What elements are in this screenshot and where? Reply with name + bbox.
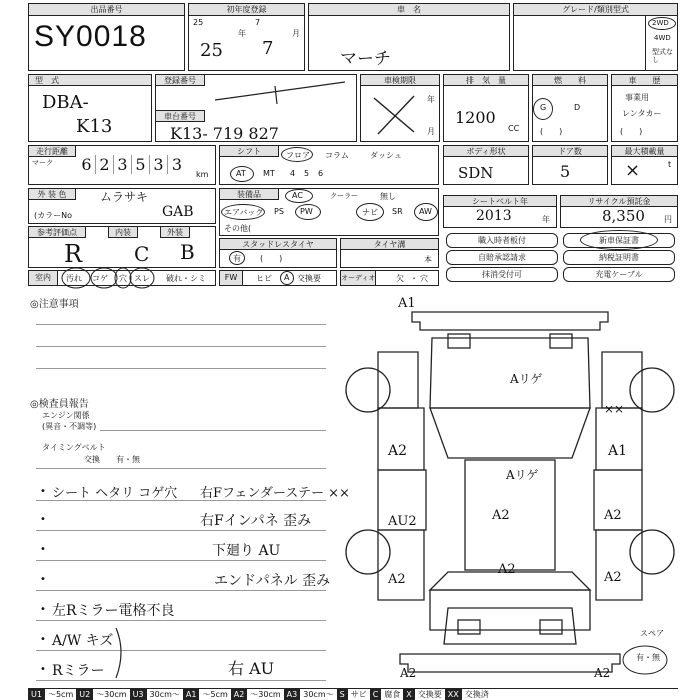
room-item: 汚れ	[66, 274, 82, 283]
lot-label: 出品番号	[28, 3, 185, 16]
shift-at: AT	[236, 169, 246, 178]
report-text: Rミラー	[52, 663, 105, 679]
equip-aw: AW	[419, 207, 432, 216]
doors-value: 5	[560, 162, 571, 181]
bullet: •	[40, 604, 46, 615]
engine-label: エンジン関係	[42, 411, 90, 420]
inspection-label: 車検期限	[360, 74, 440, 86]
room-circles	[60, 264, 160, 290]
fuel-d: D	[574, 103, 581, 112]
equip-ac: AC	[292, 191, 303, 200]
car-name-value: マーチ	[340, 49, 391, 69]
doc-5-chip: 抹消受付可	[446, 267, 558, 282]
bullet: •	[40, 544, 46, 555]
reg-strike	[205, 78, 353, 108]
equip-navi: ナビ	[362, 208, 378, 217]
legend-text: 30cm～	[149, 690, 180, 699]
fw-label: FW	[219, 270, 243, 286]
report-text: 下廻り AU	[212, 543, 281, 559]
spare-label: スペア	[640, 629, 664, 638]
audio-label: オーディオ	[340, 270, 376, 286]
equip-label: 装備品	[219, 188, 279, 200]
equip-sr: SR	[392, 207, 403, 216]
displacement-unit: CC	[508, 124, 520, 133]
equip-cooler: クーラー	[330, 192, 358, 200]
room-item: 穴	[119, 274, 127, 283]
first-reg-month-unit: 月	[292, 29, 300, 38]
tire-unit: 本	[424, 255, 432, 264]
grade-label: グレード/類別型式	[513, 3, 678, 16]
mileage-digit: 3	[114, 155, 132, 174]
legend-key: XX	[445, 689, 462, 700]
fuel-label: 燃 料	[532, 74, 608, 86]
doc-4-chip: 納税証明書	[563, 250, 675, 265]
studless-label: スタッドレスタイヤ	[219, 238, 337, 250]
first-reg-year-hand: 25	[200, 40, 223, 61]
mark-top-front: A1	[398, 296, 416, 311]
meter-label: マーク	[32, 159, 53, 167]
eval-label: 参考評価点	[28, 226, 86, 238]
bullet: •	[40, 514, 46, 525]
mark-roof: Aリゲ	[506, 468, 539, 482]
mileage-unit: km	[196, 170, 209, 179]
recycle-value: 8,350	[602, 207, 645, 225]
equip-pw: PW	[300, 207, 313, 216]
mark-rear: A2	[498, 562, 516, 577]
belt-year: 2013	[476, 208, 512, 224]
color-no-label: (カラーNo	[34, 211, 72, 220]
room-label: 室内	[28, 270, 58, 286]
report-line	[36, 620, 326, 621]
exterior-label: 外装	[160, 226, 190, 238]
equip-ps: PS	[274, 207, 284, 216]
legend-text: 交換要	[417, 690, 442, 699]
shift-label: シフト	[219, 145, 279, 157]
lot-id: SY0018	[34, 20, 147, 53]
mark-right-mid: A2	[604, 508, 622, 523]
timing-label: タイミングベルト	[42, 443, 106, 452]
bullet: •	[40, 634, 46, 645]
mileage-digit: 5	[132, 155, 150, 174]
legend-key: C	[370, 689, 382, 700]
timing-line	[36, 468, 326, 469]
color-code: GAB	[162, 204, 194, 220]
equip-airbag: エアバッグ	[224, 208, 264, 217]
mark-right-rear: A2	[604, 570, 622, 585]
belt-label: シートベルト年	[443, 195, 557, 207]
legend-text: ～30cm	[250, 690, 281, 699]
model-label: 型 式	[28, 74, 152, 86]
chassis-label: 車台番号	[155, 110, 205, 122]
legend-text: 30cm～	[303, 690, 334, 699]
room-item: コゲ	[92, 274, 108, 283]
mark-center: A2	[492, 508, 510, 523]
legend-key: U2	[76, 689, 93, 700]
eval-value: R	[64, 240, 83, 268]
history-label: 車 歴	[611, 74, 678, 86]
inspection-cross	[370, 92, 420, 138]
legend-text: 腐食	[384, 690, 401, 699]
studless-paren: ( )	[260, 254, 283, 263]
mileage-digit: 3	[171, 155, 183, 174]
report-text: 右Fフェンダーステー ××	[200, 486, 350, 501]
mark-right-top: ××	[604, 402, 625, 416]
color-label: 外 装 色	[28, 188, 76, 200]
timing-exchange: 交換	[84, 455, 100, 464]
legend-bar	[28, 688, 678, 700]
room-item: 破れ・シミ	[166, 274, 206, 283]
body-value: SDN	[458, 164, 494, 182]
drive-2wd: 2WD	[652, 19, 669, 27]
first-reg-month-hand: 7	[262, 38, 274, 59]
first-reg-year-print: 25	[193, 18, 204, 27]
mark-left-rear: A2	[388, 572, 406, 587]
shift-dash: ダッシュ	[370, 151, 402, 160]
equip-none: 無し	[380, 192, 396, 201]
studless-yes: 有	[233, 254, 241, 263]
capacity-unit: t	[668, 160, 672, 169]
interior-label: 内装	[108, 226, 138, 238]
attention-label: ◎注意事項	[30, 299, 79, 310]
model-value-2: K13	[76, 116, 113, 137]
mark-right-front: A1	[608, 443, 628, 459]
first-reg-month-print: 7	[255, 18, 261, 27]
car-diagram	[340, 290, 685, 690]
report-text: 左Rミラー電格不良	[52, 603, 175, 619]
belt-unit: 年	[542, 215, 550, 224]
tire-label: タイヤ溝	[340, 238, 439, 250]
mileage-label: 走行距離	[28, 145, 76, 157]
shift-column: コラム	[325, 151, 349, 160]
audio-item: ・	[410, 274, 418, 283]
mark-left-mid: AU2	[388, 514, 417, 529]
report-line	[36, 530, 326, 531]
fw-item: A	[284, 273, 290, 282]
shift-4: 4	[290, 169, 296, 178]
inspector-label: ◎検査員報告	[30, 399, 89, 410]
fw-item: ヒビ	[256, 274, 272, 283]
report-line	[36, 560, 326, 561]
audio-item: 欠	[396, 274, 404, 283]
inspection-year-unit: 年	[427, 95, 435, 104]
report-bracket	[112, 626, 128, 680]
equip-other: その他(	[224, 224, 252, 233]
legend-key: S	[337, 689, 348, 700]
mark-bottom-left: A2	[400, 666, 417, 680]
report-line	[36, 650, 326, 651]
shift-5: 5	[304, 169, 310, 178]
body-label: ボディ形状	[443, 145, 529, 157]
report-line	[36, 680, 326, 681]
reg-label: 登録番号	[155, 74, 205, 86]
doc-3-chip: 自賠承認請求	[446, 250, 558, 265]
capacity-label: 最大積載量	[611, 145, 678, 157]
legend-text: ～30cm	[96, 690, 127, 699]
doc-1-chip: 職入時者板付	[446, 233, 558, 248]
history-business: 事業用	[625, 93, 649, 102]
history-rental: レンタカー	[622, 109, 662, 118]
note-line	[36, 368, 326, 369]
shift-6: 6	[318, 169, 324, 178]
mark-left-front: A2	[388, 443, 408, 459]
displacement-value: 1200	[455, 108, 496, 127]
model-value-1: DBA-	[42, 92, 89, 113]
mark-bottom-right: A2	[594, 666, 611, 680]
chassis-value: K13- 719 827	[170, 124, 279, 143]
legend-key: A3	[284, 689, 301, 700]
engine-sub: (異音・不調等)	[42, 422, 97, 431]
shift-floor: フロア	[286, 151, 310, 160]
legend-key: A1	[183, 689, 200, 700]
inspection-month-unit: 月	[427, 127, 435, 136]
room-item: スレ	[134, 274, 150, 283]
legend-text: サビ	[350, 690, 367, 699]
first-reg-year-unit: 年	[238, 29, 246, 38]
mileage-digit: 2	[96, 155, 114, 174]
note-line	[36, 324, 326, 325]
legend-key: A2	[231, 689, 248, 700]
bullet: •	[40, 664, 46, 675]
car-name-label: 車 名	[308, 3, 510, 16]
report-line	[36, 590, 326, 591]
legend-key: U3	[130, 689, 147, 700]
color-value: ムラサキ	[100, 190, 149, 204]
report-text: エンドパネル 歪み	[214, 573, 331, 589]
report-text: シート ヘタリ コゲ穴	[52, 486, 178, 501]
audio-item: 穴	[420, 274, 428, 283]
shift-mt: MT	[263, 169, 275, 178]
report-text: 右Fインパネ 歪み	[200, 513, 312, 529]
recycle-label: リサイクル預託金	[560, 195, 678, 207]
engine-line	[100, 430, 326, 431]
first-reg-label: 初年度登録	[188, 3, 305, 16]
legend-key: U1	[28, 689, 45, 700]
doc-2-chip: 新車保証書	[563, 233, 675, 248]
fuel-g: G	[540, 103, 547, 112]
mark-hood: Aリゲ	[510, 372, 543, 386]
mileage-digit-row	[78, 155, 186, 174]
spare-value: 有・無	[636, 653, 660, 662]
fw-item: 交換要	[297, 274, 321, 283]
doors-label: ドア数	[532, 145, 608, 157]
interior-value: C	[134, 242, 150, 266]
legend-text: ～5cm	[47, 690, 74, 699]
history-paren: ( )	[620, 127, 643, 136]
exterior-value: B	[180, 240, 195, 264]
drive-none: 型式なし	[652, 48, 673, 64]
displacement-label: 排 気 量	[443, 74, 529, 86]
mileage-digit: 6	[78, 155, 96, 174]
legend-text: 交換済	[464, 690, 489, 699]
fuel-paren: ( )	[540, 127, 563, 136]
doc-6-chip: 充電ケーブル	[563, 267, 675, 282]
note-line	[36, 346, 326, 347]
bullet: •	[40, 486, 46, 497]
report-text: A/W キズ	[52, 633, 114, 649]
report-text: 右 AU	[228, 659, 275, 678]
capacity-value: ×	[625, 160, 641, 181]
timing-opts: 有・無	[116, 455, 140, 464]
drive-4wd: 4WD	[654, 34, 671, 42]
recycle-unit: 円	[664, 215, 672, 224]
legend-key: X	[403, 689, 414, 700]
legend-text: ～5cm	[202, 690, 228, 699]
mileage-digit: 3	[150, 155, 168, 174]
bullet: •	[40, 574, 46, 585]
doc-2-circle	[580, 230, 658, 250]
